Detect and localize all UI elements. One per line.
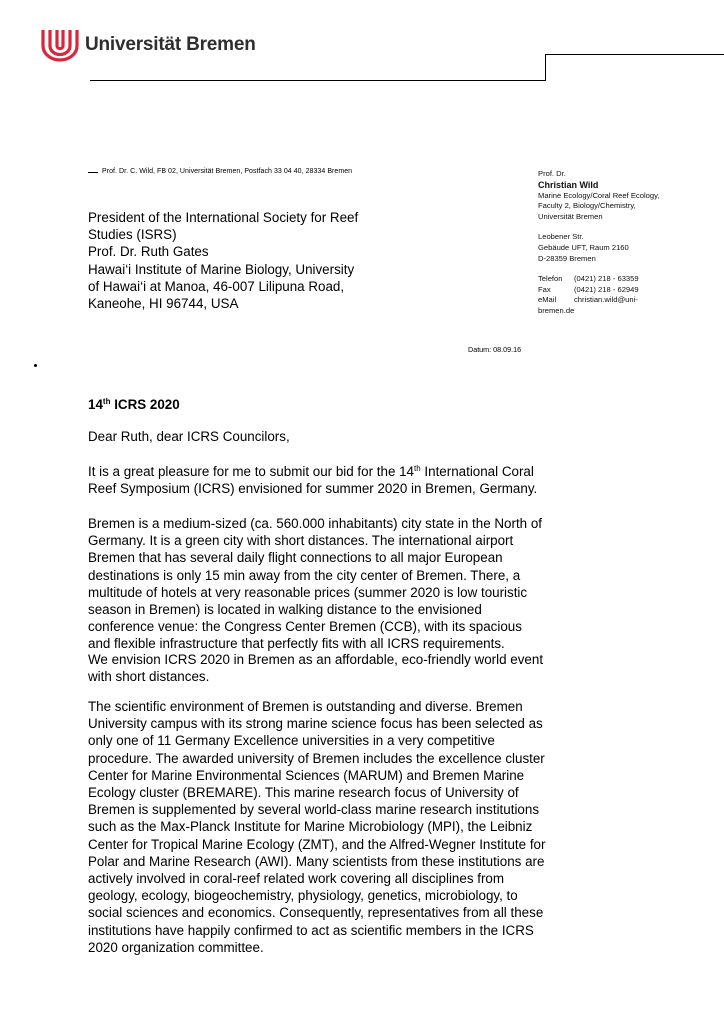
- university-name: Universität Bremen: [85, 34, 256, 55]
- university-logo-mark: [40, 28, 80, 62]
- paragraph-line: It is a great pleasure for me to submit our bid for the 14th International Coral: [88, 464, 534, 479]
- header-rule-long: [545, 54, 724, 55]
- address-line: D-28359 Bremen: [538, 253, 596, 263]
- paragraph-line: only one of 11 Germany Excellence universities in a very competitive: [88, 733, 495, 749]
- paragraph-line: destinations is only 15 min away from the city center of Bremen. There, a: [88, 567, 521, 583]
- email-label: eMail: [538, 295, 557, 305]
- email-address[interactable]: christian.wild@uni-: [574, 295, 638, 305]
- paragraph-line: Bremen is supplemented by several world-class marine research institutions: [88, 802, 540, 818]
- sender-address-line: Prof. Dr. C. Wild, FB 02, Universität Bremen, Postfach 33 04 40, 28334 Bremen: [88, 168, 352, 175]
- paragraph-line: Polar and Marine Research (AWI). Many scientists from these institutions are: [88, 853, 545, 869]
- sender-title: Prof. Dr.: [538, 169, 566, 178]
- paragraph-line: multitude of hotels at very reasonable prices (summer 2020 is low touristic: [88, 584, 528, 600]
- paragraph-line: season in Bremen) is located in walking distance to the envisioned: [88, 602, 482, 618]
- paragraph-bremen: [88, 515, 648, 653]
- fax-label: Fax: [538, 284, 551, 294]
- affiliation-line: Marine Ecology/Coral Reef Ecology,: [538, 190, 660, 200]
- paragraph-line: social sciences and economics. Consequently, representatives from all these: [88, 905, 544, 921]
- paragraph-line: Center for Tropical Marine Ecology (ZMT), and the Alfred-Wegner Institute for: [88, 836, 546, 852]
- margin-dot: [34, 364, 37, 367]
- paragraph-line: Reef Symposium (ICRS) envisioned for summer 2020 in Bremen, Germany.: [88, 481, 538, 497]
- recipient-line: Prof. Dr. Ruth Gates: [88, 244, 209, 260]
- recipient-address: [88, 209, 408, 312]
- address-line: Leobener Str.: [538, 232, 584, 242]
- recipient-line: Studies (ISRS): [88, 227, 177, 243]
- paragraph-line: geology, ecology, biogeochemistry, physiology, genetics, microbiology, to: [88, 888, 518, 904]
- paragraph-line: actively involved in coral-reef related work covering all disciplines from: [88, 871, 505, 887]
- paragraph-line: Germany. It is a green city with short distances. The international airport: [88, 533, 514, 549]
- paragraph-line: institutions have happily confirmed to act as scientific members in the ICRS: [88, 922, 534, 938]
- paragraph-line: Bremen is a medium-sized (ca. 560.000 inhabitants) city state in the North of: [88, 516, 543, 531]
- email-row: [538, 295, 713, 306]
- paragraph-line: 2020 organization committee.: [88, 939, 264, 955]
- phone-label: Telefon: [538, 274, 563, 284]
- paragraph-line: procedure. The awarded university of Bremen includes the excellence cluster: [88, 750, 545, 766]
- paragraph-line: such as the Max-Planck Institute for Marine Microbiology (MPI), the Leibniz: [88, 819, 533, 835]
- paragraph-line: and flexible infrastructure that perfectly fits with all ICRS requirements.: [88, 636, 505, 652]
- fax-number: (0421) 218 - 62949: [574, 284, 639, 294]
- phone-row: [538, 274, 713, 285]
- header-rule-short: [90, 80, 545, 81]
- sender-info-sidebar: [538, 169, 713, 317]
- recipient-line: Hawai‘i Institute of Marine Biology, University: [88, 261, 355, 277]
- recipient-line: President of the International Society for Reef: [88, 210, 359, 225]
- paragraph-science: [88, 698, 648, 956]
- salutation: Dear Ruth, dear ICRS Councilors,: [88, 429, 290, 444]
- affiliation-line: Universität Bremen: [538, 211, 603, 221]
- sender-line-mark-icon: [88, 172, 98, 173]
- recipient-line: of Hawai‘i at Manoa, 46-007 Lilipuna Road,: [88, 278, 345, 294]
- paragraph-line: Bremen that has several daily flight connections to all major European: [88, 550, 503, 566]
- letter-date: Datum: 08.09.16: [468, 345, 522, 354]
- fax-row: [538, 285, 713, 296]
- phone-number: (0421) 218 - 63359: [574, 274, 639, 284]
- recipient-line: Kaneohe, HI 96744, USA: [88, 296, 239, 312]
- email-address-continued[interactable]: bremen.de: [538, 305, 575, 315]
- paragraph-line: University campus with its strong marine science focus has been selected as: [88, 716, 543, 732]
- affiliation-line: Faculty 2, Biology/Chemistry,: [538, 201, 636, 211]
- university-logo: [40, 24, 300, 64]
- letter-subject: 14th ICRS 2020: [88, 397, 180, 412]
- paragraph-line: conference venue: the Congress Center Bremen (CCB), with its spacious: [88, 619, 522, 635]
- address-line: Gebäude UFT, Raum 2160: [538, 242, 629, 252]
- paragraph-line: Center for Marine Environmental Sciences (MARUM) and Bremen Marine: [88, 767, 525, 783]
- paragraph-line: We envision ICRS 2020 in Bremen as an affordable, eco-friendly world event: [88, 652, 544, 667]
- paragraph-line: Ecology cluster (BREMARE). This marine research focus of University of: [88, 785, 519, 801]
- header-rule-vertical: [545, 54, 546, 81]
- paragraph-line: The scientific environment of Bremen is outstanding and diverse. Bremen: [88, 699, 523, 714]
- paragraph-line: with short distances.: [88, 669, 210, 685]
- paragraph-vision: [88, 651, 648, 685]
- paragraph-intro: [88, 463, 648, 497]
- sender-name: Christian Wild: [538, 179, 599, 190]
